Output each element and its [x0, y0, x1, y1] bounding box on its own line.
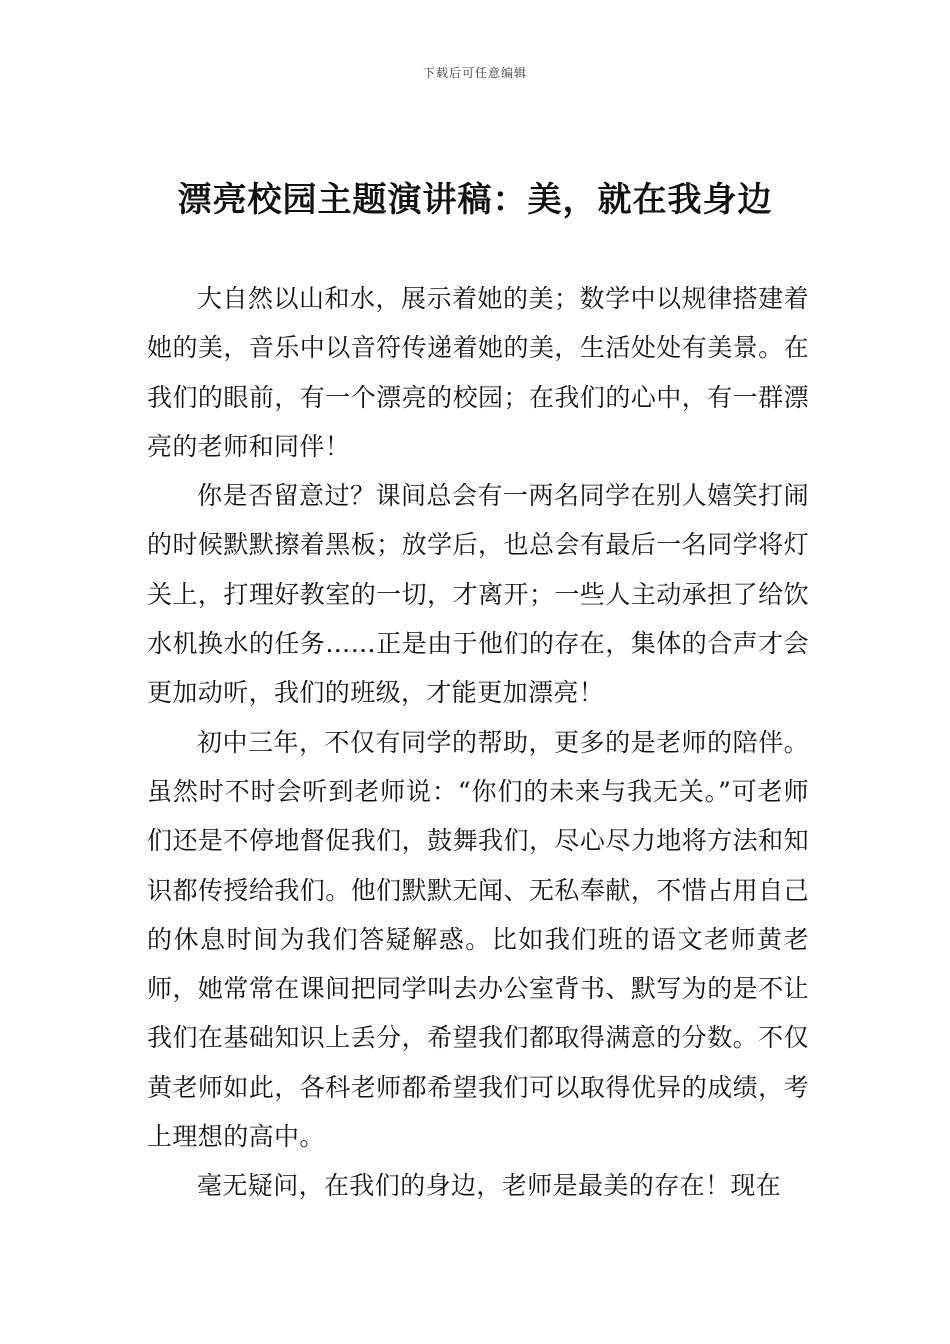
document-body	[147, 274, 809, 1211]
document-title: 漂亮校园主题演讲稿：美，就在我身边	[177, 180, 773, 220]
paragraph-1: 大自然以山和水，展示着她的美；数学中以规律搭建着她的美，音乐中以音符传递着她的美，生活处处有美景。在我们的眼前，有一个漂亮的校园；在我们的心中，有一群漂亮的老师和同伴！	[147, 284, 809, 461]
paragraph-4: 毫无疑问，在我们的身边，老师是最美的存在！现在	[197, 1171, 782, 1201]
header-note: 下载后可任意编辑	[422, 66, 527, 80]
paragraph-2: 你是否留意过？课间总会有一两名同学在别人嬉笑打闹的时候默默擦着黑板；放学后，也总会有最后一名同学将灯关上，打理好教室的一切，才离开；一些人主动承担了给饮水机换水的任务……正是由于他们的存在，集体的合声才会更加动听，我们的班级，才能更加漂亮！	[147, 481, 809, 708]
paragraph-3: 初中三年，不仅有同学的帮助，更多的是老师的陪伴。虽然时不时会听到老师说：“你们的未来与我无关。”可老师们还是不停地督促我们，鼓舞我们，尽心尽力地将方法和知识都传授给我们。他们默默无闻、无私奉献，不惜占用自己的休息时间为我们答疑解惑。比如我们班的语文老师黄老师，她常常在课间把同学叫去办公室背书、默写为的是不让我们在基础知识上丢分，希望我们都取得满意的分数。不仅黄老师如此，各科老师都希望我们可以取得优异的成绩，考上理想的高中。	[147, 727, 809, 1152]
